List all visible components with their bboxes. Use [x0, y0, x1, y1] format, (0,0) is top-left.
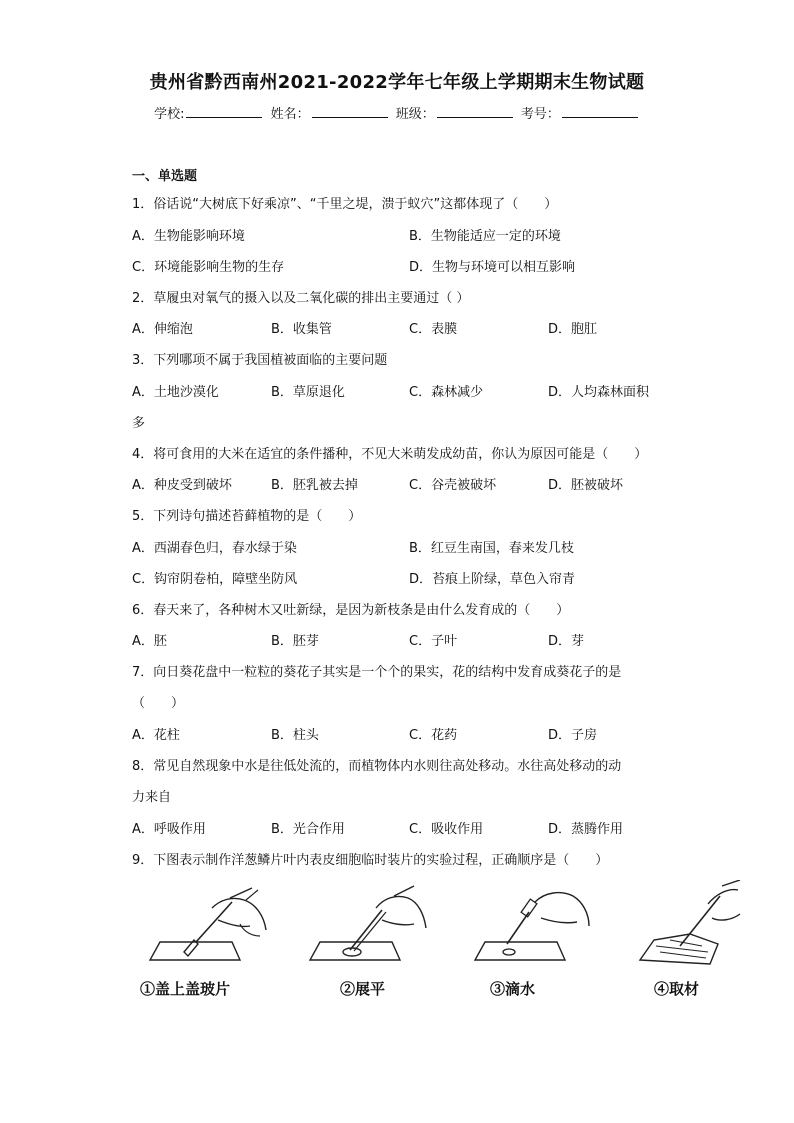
name-blank: [312, 105, 388, 118]
figure-caption-4: ④取材: [654, 980, 700, 998]
section-title: 一、单选题: [132, 169, 198, 184]
option-c: C．谷壳被破坏: [409, 478, 497, 493]
option-d: D．苔痕上阶绿，草色入帘青: [409, 572, 576, 587]
question-stem: 8．常见自然现象中水是往低处流的，而植物体内水则往高处移动。水往高处移动的动: [132, 759, 622, 774]
option-a: A．西湖春色归，春水绿于染: [132, 541, 297, 556]
option-a: A．胚: [132, 634, 167, 649]
exam-number-blank: [562, 105, 638, 118]
option-d: D．子房: [548, 728, 598, 743]
option-b: B．柱头: [271, 728, 319, 743]
option-c: C．钩帘阴卷柏，障壁坐防风: [132, 572, 298, 587]
question-stem: 4．将可食用的大米在适宜的条件播种，不见大米萌发成幼苗，你认为原因可能是（ ）: [132, 447, 648, 462]
option-b: B．草原退化: [271, 385, 345, 400]
class-label: 班级：: [395, 107, 435, 122]
option-a: A．花柱: [132, 728, 180, 743]
question-stem-continuation: 力来自: [132, 790, 172, 805]
question-stem: 2．草履虫对氧气的摄入以及二氧化碳的排出主要通过（ ）: [132, 291, 470, 306]
option-b: B．生物能适应一定的环境: [409, 229, 561, 244]
experiment-figure: [130, 880, 750, 1010]
option-c: C．森林减少: [409, 385, 484, 400]
option-d: D．胚被破坏: [548, 478, 624, 493]
figure-caption-1: ①盖上盖玻片: [140, 980, 231, 998]
school-blank: [186, 105, 262, 118]
question-stem-continuation: （ ）: [132, 696, 185, 711]
option-a: A．伸缩泡: [132, 322, 193, 337]
option-a: A．土地沙漠化: [132, 385, 219, 400]
student-info-line: [0, 103, 794, 122]
option-a: A．生物能影响环境: [132, 229, 245, 244]
option-c: C．子叶: [409, 634, 458, 649]
question-stem: 7．向日葵花盘中一粒粒的葵花子其实是一个个的果实，花的结构中发育成葵花子的是: [132, 665, 622, 680]
option-c: C．花药: [409, 728, 458, 743]
option-c: C．吸收作用: [409, 822, 484, 837]
figure-caption-2: ②展平: [340, 980, 386, 998]
take-material-illustration: [620, 880, 750, 975]
option-d: D．人均森林面积: [548, 385, 650, 400]
class-blank: [437, 105, 513, 118]
drop-water-illustration: [465, 880, 595, 975]
question-stem: 6．春天来了，各种树木又吐新绿，是因为新枝条是由什么发育成的（ ）: [132, 603, 570, 618]
option-b: B．红豆生南国，春来发几枝: [409, 541, 574, 556]
option-a: A．呼吸作用: [132, 822, 206, 837]
cover-slip-illustration: [140, 880, 270, 975]
option-d: D．芽: [548, 634, 585, 649]
name-label: 姓名：: [270, 107, 310, 122]
option-b: B．胚芽: [271, 634, 319, 649]
option-b: B．光合作用: [271, 822, 345, 837]
page-title: 贵州省黔西南州2021-2022学年七年级上学期期末生物试题: [149, 72, 645, 93]
school-label: 学校:: [154, 107, 185, 122]
option-d: D．生物与环境可以相互影响: [409, 260, 576, 275]
question-stem: 5．下列诗句描述苔藓植物的是（ ）: [132, 509, 362, 524]
figure-caption-3: ③滴水: [490, 980, 536, 998]
flatten-illustration: [300, 880, 430, 975]
option-b: B．收集管: [271, 322, 332, 337]
option-b: B．胚乳被去掉: [271, 478, 358, 493]
option-c: C．表膜: [409, 322, 458, 337]
option-d-continuation: 多: [132, 416, 146, 431]
option-c: C．环境能影响生物的生存: [132, 260, 285, 275]
exam-number-label: 考号：: [520, 107, 560, 122]
question-stem: 3．下列哪项不属于我国植被面临的主要问题: [132, 353, 388, 368]
option-d: D．胞肛: [548, 322, 598, 337]
question-stem: 1．俗话说“大树底下好乘凉”、“千里之堤，溃于蚁穴”这都体现了（ ）: [132, 197, 558, 212]
option-d: D．蒸腾作用: [548, 822, 624, 837]
question-stem: 9．下图表示制作洋葱鳞片叶内表皮细胞临时装片的实验过程，正确顺序是（ ）: [132, 853, 609, 868]
option-a: A．种皮受到破坏: [132, 478, 232, 493]
